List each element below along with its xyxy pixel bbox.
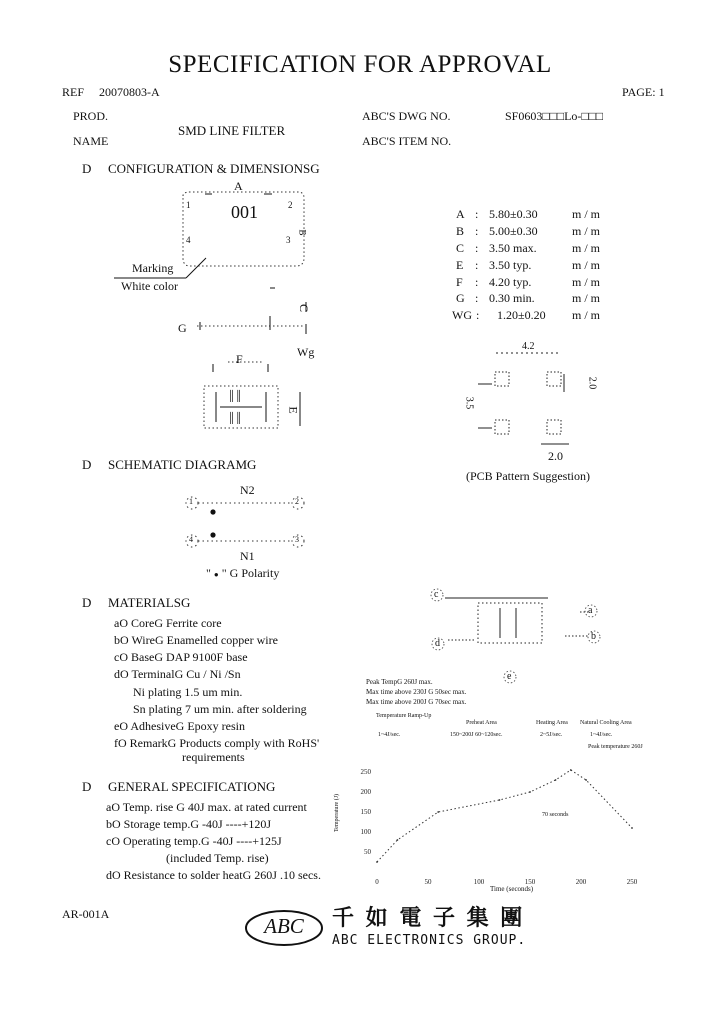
general-bullet: D xyxy=(82,779,92,794)
page-title: SPECIFICATION FOR APPROVAL xyxy=(168,51,552,78)
list-item: dO Resistance to solder heatG 260J .10 secs. xyxy=(106,868,321,882)
y-tick-label: 150 xyxy=(360,808,371,816)
list-item: aO Temp. rise G 40J max. at rated current xyxy=(106,800,307,814)
company-name-chinese: 千 如 電 子 集 團 xyxy=(332,906,525,931)
page-number: PAGE: 1 xyxy=(622,85,665,99)
peak-note: Peak temperature 260J xyxy=(588,744,643,750)
dwg-label: ABC'S DWG NO. xyxy=(362,109,451,123)
pcb-caption: (PCB Pattern Suggestion) xyxy=(466,469,591,483)
schematic-bullet: D xyxy=(82,457,92,472)
list-item: aO CoreG Ferrite core xyxy=(114,616,222,630)
reflow-point xyxy=(376,861,378,863)
product-name: SMD LINE FILTER xyxy=(178,123,286,138)
ref-value: 20070803-A xyxy=(99,85,160,99)
reflow-point xyxy=(570,769,572,771)
item-label: ABC'S ITEM NO. xyxy=(362,134,452,148)
list-item: dO TerminalG Cu / Ni /Sn xyxy=(114,667,241,681)
zone-label: Temperature Ramp-Up xyxy=(376,713,432,719)
part-b-label: b xyxy=(591,631,596,642)
config-heading: CONFIGURATION & DIMENSIONSG xyxy=(108,161,320,176)
list-item: Ni plating 1.5 um min. xyxy=(133,685,243,699)
marking-color: White color xyxy=(121,279,178,293)
x-tick-label: 50 xyxy=(424,878,432,886)
reflow-point xyxy=(437,811,439,813)
list-item: Sn plating 7 um min. after soldering xyxy=(133,702,307,716)
zone-label: Heating Area xyxy=(536,720,568,726)
pin-2-label: 2 xyxy=(288,200,293,210)
pin-4-label: 4 xyxy=(186,235,191,245)
y-tick-label: 100 xyxy=(360,828,371,836)
part-d-label: d xyxy=(435,638,440,649)
x-tick-label: 250 xyxy=(626,878,638,886)
reflow-point xyxy=(585,779,587,781)
pcb-dim-left: 3.5 xyxy=(463,396,475,410)
reflow-point xyxy=(555,779,557,781)
reflow-point xyxy=(631,827,633,829)
pcb-dim-right: 2.0 xyxy=(586,376,598,390)
part-marking: 001 xyxy=(231,202,258,222)
general-heading: GENERAL SPECIFICATIONG xyxy=(108,779,276,794)
schematic-heading: SCHEMATIC DIAGRAMG xyxy=(108,457,257,472)
x-tick-label: 150 xyxy=(524,878,536,886)
list-item: bO WireG Enamelled copper wire xyxy=(114,633,278,647)
dim-c-label: C xyxy=(297,303,312,313)
schematic-pin-2: 2 xyxy=(295,497,299,506)
n1-label: N1 xyxy=(240,549,255,563)
list-item: requirements xyxy=(182,750,245,764)
ref-label: REF xyxy=(62,85,85,99)
reflow-note: Max time above 200J G 70sec max. xyxy=(366,698,467,706)
dwg-value: SF0603□□□Lo-□□□ xyxy=(505,109,604,123)
n2-label: N2 xyxy=(240,483,255,497)
coil-top-symbol: ║║ xyxy=(228,391,243,402)
materials-heading: MATERIALSG xyxy=(108,595,191,610)
polarity-dot-icon: ● xyxy=(213,570,219,579)
logo-text: ABC xyxy=(264,914,304,938)
schematic-pin-4: 4 xyxy=(189,535,193,544)
part-e-label: e xyxy=(507,671,512,682)
dim-a-label: A xyxy=(234,179,243,193)
zone-range: 1~4J/sec. xyxy=(590,732,613,738)
y-tick-label: 250 xyxy=(360,768,371,776)
zone-range: 2~5J/sec. xyxy=(540,732,563,738)
reflow-note: Max time above 230J G 50sec max. xyxy=(366,688,467,696)
duration-note: 70 seconds xyxy=(542,812,569,818)
marking-label: Marking xyxy=(132,261,174,275)
list-item: bO Storage temp.G -40J ----+120J xyxy=(106,817,272,831)
part-a-label: a xyxy=(588,605,593,616)
company-name-english: ABC ELECTRONICS GROUP. xyxy=(332,933,527,948)
zone-range: 1~4J/sec. xyxy=(378,732,401,738)
pcb-dim-bottom: 2.0 xyxy=(548,449,563,463)
temp-axis-label: Temperature (J) xyxy=(334,793,341,833)
reflow-note: Peak TempG 260J max. xyxy=(366,678,433,686)
name-label: NAME xyxy=(73,134,109,148)
abc-logo xyxy=(244,908,324,948)
dim-b-label: B xyxy=(297,229,308,236)
x-tick-label: 0 xyxy=(375,878,379,886)
pcb-dim-top: 4.2 xyxy=(522,341,535,352)
coil-bottom-symbol: ║║ xyxy=(228,413,243,424)
part-c-label: c xyxy=(434,589,439,600)
zone-label: Preheat Area xyxy=(466,720,497,726)
y-tick-label: 50 xyxy=(364,848,371,856)
dim-f-label: F xyxy=(236,352,243,366)
dim-wg-label: Wg xyxy=(297,345,315,359)
schematic-pin-1: 1 xyxy=(189,497,193,506)
reflow-point xyxy=(397,839,399,841)
polarity-note: " ● " G Polarity xyxy=(206,566,280,580)
list-item: cO Operating temp.G -40J ----+125J xyxy=(106,834,282,848)
x-tick-label: 200 xyxy=(575,878,587,886)
list-item: (included Temp. rise) xyxy=(166,851,269,865)
reflow-profile-line xyxy=(377,770,632,862)
pin-3-label: 3 xyxy=(286,235,291,245)
prod-label: PROD. xyxy=(73,109,109,123)
dim-g-label: G xyxy=(178,321,187,335)
config-bullet: D xyxy=(82,161,92,176)
reflow-point xyxy=(499,799,501,801)
list-item: eO AdhesiveG Epoxy resin xyxy=(114,719,245,733)
zone-label: Natural Cooling Area xyxy=(580,720,632,726)
dim-e-label: E xyxy=(286,406,301,414)
schematic-pin-3: 3 xyxy=(295,535,299,544)
zone-range: 150~200J 60~120sec. xyxy=(450,732,503,738)
pin-1-label: 1 xyxy=(186,200,191,210)
form-code: AR-001A xyxy=(62,907,110,921)
materials-bullet: D xyxy=(82,595,92,610)
reflow-point xyxy=(529,791,531,793)
x-tick-label: 100 xyxy=(473,878,485,886)
list-item: cO BaseG DAP 9100F base xyxy=(114,650,248,664)
y-tick-label: 200 xyxy=(360,788,371,796)
list-item: fO RemarkG Products comply with RoHS' xyxy=(114,736,320,750)
time-axis-label: Time (seconds) xyxy=(490,885,534,893)
